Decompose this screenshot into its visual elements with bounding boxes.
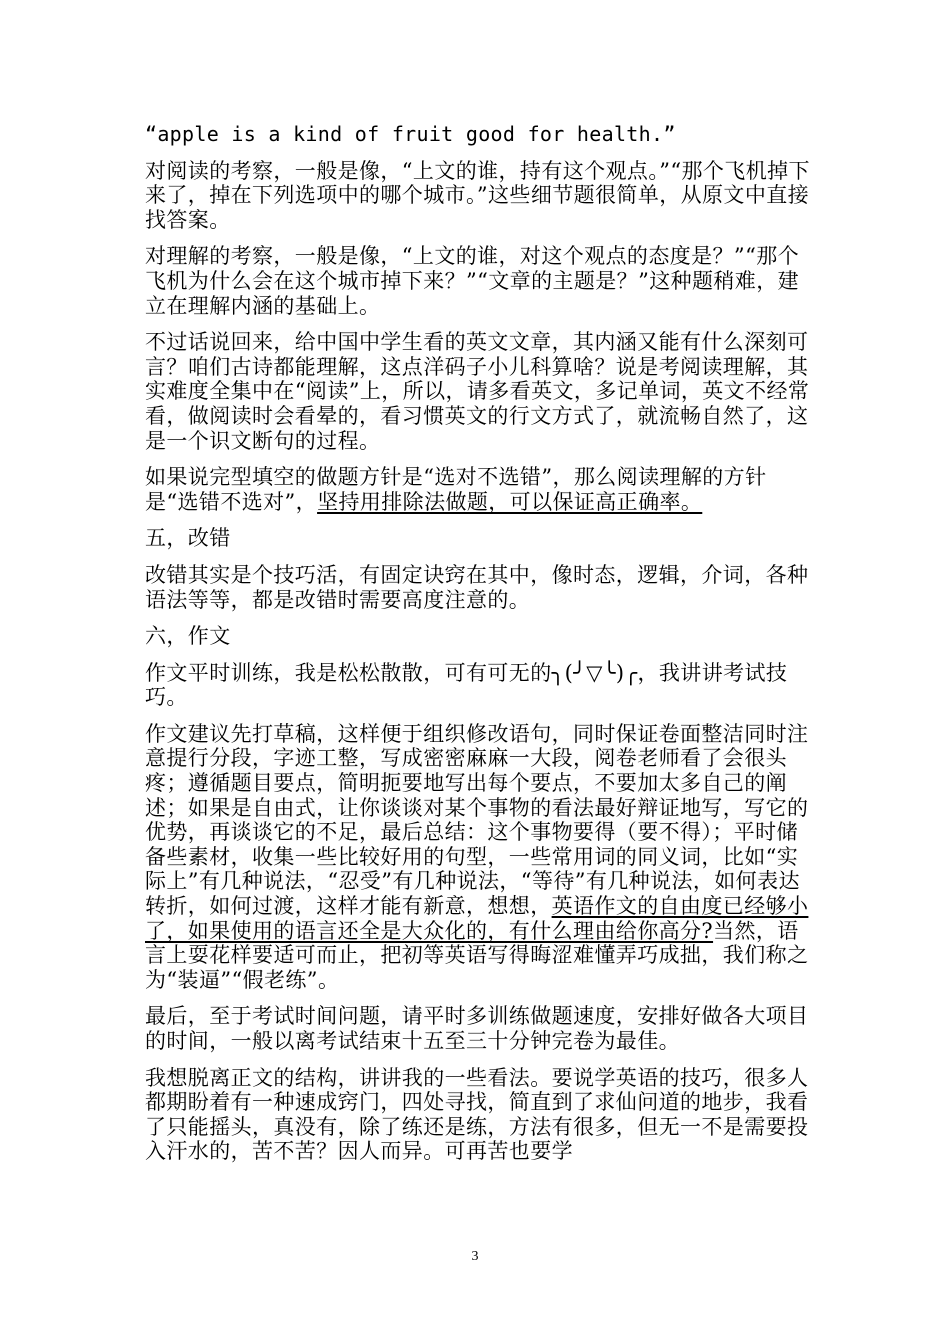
text-segment: 不过话说回来，给中国中学生看的英文文章，其内涵又能有什么深刻可言？咱们古诗都能理解，这点洋码子小儿科算啥？说是考阅读理解，其实难度全集中在“阅读”上，所以，请多看英文，多记单词，英文不经常看，做阅读时会看晕的，看习惯英文的行文方式了，就流畅自然了，这是一个识文断句的过程。 (145, 330, 810, 453)
paragraph (145, 624, 813, 649)
paragraph (145, 1066, 813, 1164)
text-segment: 改错其实是个技巧活，有固定诀窍在其中，像时态，逻辑，介词，各种语法等等，都是改错时需要高度注意的。 (145, 562, 809, 612)
paragraph (145, 1004, 813, 1053)
text-segment: 如果说完型填空的做题方针是“选对不选错”，那么阅读理解的方针是“选错不选对”， (145, 465, 767, 514)
paragraph (145, 244, 813, 318)
text-segment: 作文建议先打草稿，这样便于组织修改语句，同时保证卷面整洁同时注意提行分段，字迹工整，写成密密麻麻一大段，阅卷老师看了会很头疼；遵循题目要点，简明扼要地写出每个要点，不要加太多自己的阐述；如果是自由式，让你谈谈对某个事物的看法最好辩证地写，写它的优势，再谈谈它的不足，最后总结：这个事物要得（要不得）；平时储备些素材，收集一些比较好用的句型，一些常用词的同义词，比如“实际上”有几种说法，“忍受”有几种说法，“等待”有几种说法，如何表达转折，如何过渡，这样才能有新意，想想， (145, 721, 809, 919)
paragraph (145, 159, 813, 233)
paragraph (145, 330, 813, 453)
paragraph (145, 465, 813, 514)
text-segment: “apple is a kind of fruit good for health.” (145, 122, 676, 146)
text-segment: 作文平时训练，我是松松散散，可有可无的╮(╯▽╰)╭，我讲讲考试技巧。 (145, 660, 788, 710)
page-number: 3 (471, 1249, 479, 1264)
underlined-text: 英语作文的自由度已经够小了，如果使用的语言还全是大众化的，有什么理由给你高分? (145, 894, 809, 943)
text-segment: 对理解的考察，一般是像，“上文的谁，对这个观点的态度是？”“那个飞机为什么会在这个城市掉下来？”“文章的主题是？”这种题稍难，建立在理解内涵的基础上。 (145, 244, 800, 318)
paragraph (145, 563, 813, 612)
underlined-text: 坚持用排除法做题，可以保证高正确率。 (317, 489, 703, 514)
paragraph (145, 526, 813, 551)
paragraph (145, 722, 813, 993)
text-segment: 六，作文 (145, 624, 231, 649)
text-segment: 我想脱离正文的结构，讲讲我的一些看法。要说学英语的技巧，很多人都期盼着有一种速成窍门，四处寻找，简直到了求仙问道的地步，我看了只能摇头，真没有，除了练还是练，方法有很多，但无一不是需要投入汗水的，苦不苦？因人而异。可再苦也要学 (145, 1065, 809, 1164)
text-segment: 五，改错 (145, 526, 231, 551)
text-segment: 当然，语言上耍花样要适可而止，把初等英语写得晦涩难懂弄巧成拙，我们称之为“装逼”“假老练”。 (145, 918, 809, 992)
document-body (145, 122, 813, 1176)
text-segment: 最后，至于考试时间问题，请平时多训练做题速度，安排好做各大项目的时间，一般以离考试结束十五至三十分钟完卷为最佳。 (145, 1004, 809, 1053)
text-segment: 对阅读的考察，一般是像，“上文的谁，持有这个观点。”“那个飞机掉下来了，掉在下列选项中的哪个城市。”这些细节题很简单，从原文中直接找答案。 (145, 158, 810, 232)
paragraph (145, 122, 813, 147)
paragraph (145, 661, 813, 710)
